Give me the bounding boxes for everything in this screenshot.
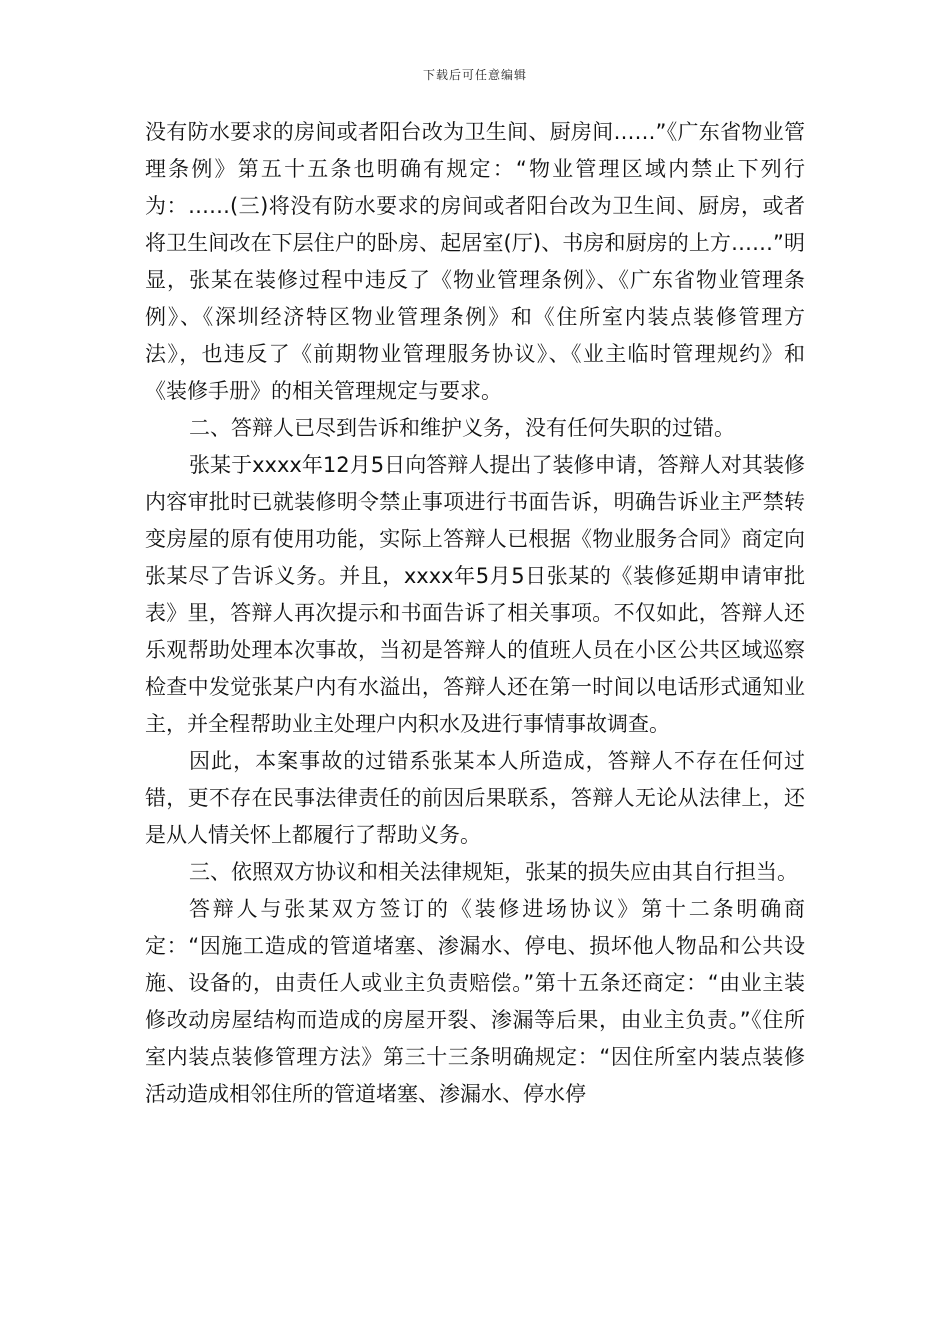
paragraph-heading-two: 二、答辩人已尽到告诉和维护义务，没有任何失职的过错。 xyxy=(189,416,735,440)
page-header-note: 下载后可任意编辑 xyxy=(422,68,527,82)
document-body xyxy=(145,114,805,1113)
paragraph-application-notice: 张某于xxxx年12月5日向答辩人提出了装修申请，答辩人对其装修内容审批时已就装修明令禁止事项进行书面告诉，明确告诉业主严禁转变房屋的原有使用功能，实际上答辩人已根据《物业服务合同》商定向张某尽了告诉义务。并且，xxxx年5月5日张某的《装修延期申请审批表》里，答辩人再次提示和书面告诉了相关事项。不仅如此，答辩人还乐观帮助处理本次事故，当初是答辩人的值班人员在小区公共区域巡察检查中发觉张某户内有水溢出，答辩人还在第一时间以电话形式通知业主，并全程帮助业主处理户内积水及进行事情事故调查。 xyxy=(145,453,805,736)
paragraph-continuation: 没有防水要求的房间或者阳台改为卫生间、厨房间……”《广东省物业管理条例》第五十五条也明确有规定：“物业管理区域内禁止下列行为：……(三)将没有防水要求的房间或者阳台改为卫生间、厨房，或者将卫生间改在下层住户的卧房、起居室(厅)、书房和厨房的上方……”明显，张某在装修过程中违反了《物业管理条例》、《广东省物业管理条例》、《深圳经济特区物业管理条例》和《住所室内装点装修管理方法》，也违反了《前期物业管理服务协议》、《业主临时管理规约》和《装修手册》的相关管理规定与要求。 xyxy=(145,120,805,403)
paragraph-heading-three: 三、依照双方协议和相关法律规矩，张某的损失应由其自行担当。 xyxy=(189,860,798,884)
paragraph-agreement-terms: 答辩人与张某双方签订的《装修进场协议》第十二条明确商定：“因施工造成的管道堵塞、渗漏水、停电、损坏他人物品和公共设施、设备的，由责任人或业主负责赔偿。”第十五条还商定：“由业主装修改动房屋结构而造成的房屋开裂、渗漏等后果，由业主负责。”《住所室内装点装修管理方法》第三十三条明确规定：“因住所室内装点装修活动造成相邻住所的管道堵塞、渗漏水、停水停 xyxy=(145,897,805,1106)
paragraph-conclusion: 因此，本案事故的过错系张某本人所造成，答辩人不存在任何过错，更不存在民事法律责任的前因后果联系，答辩人无论从法律上，还是从人情关怀上都履行了帮助义务。 xyxy=(145,749,805,847)
